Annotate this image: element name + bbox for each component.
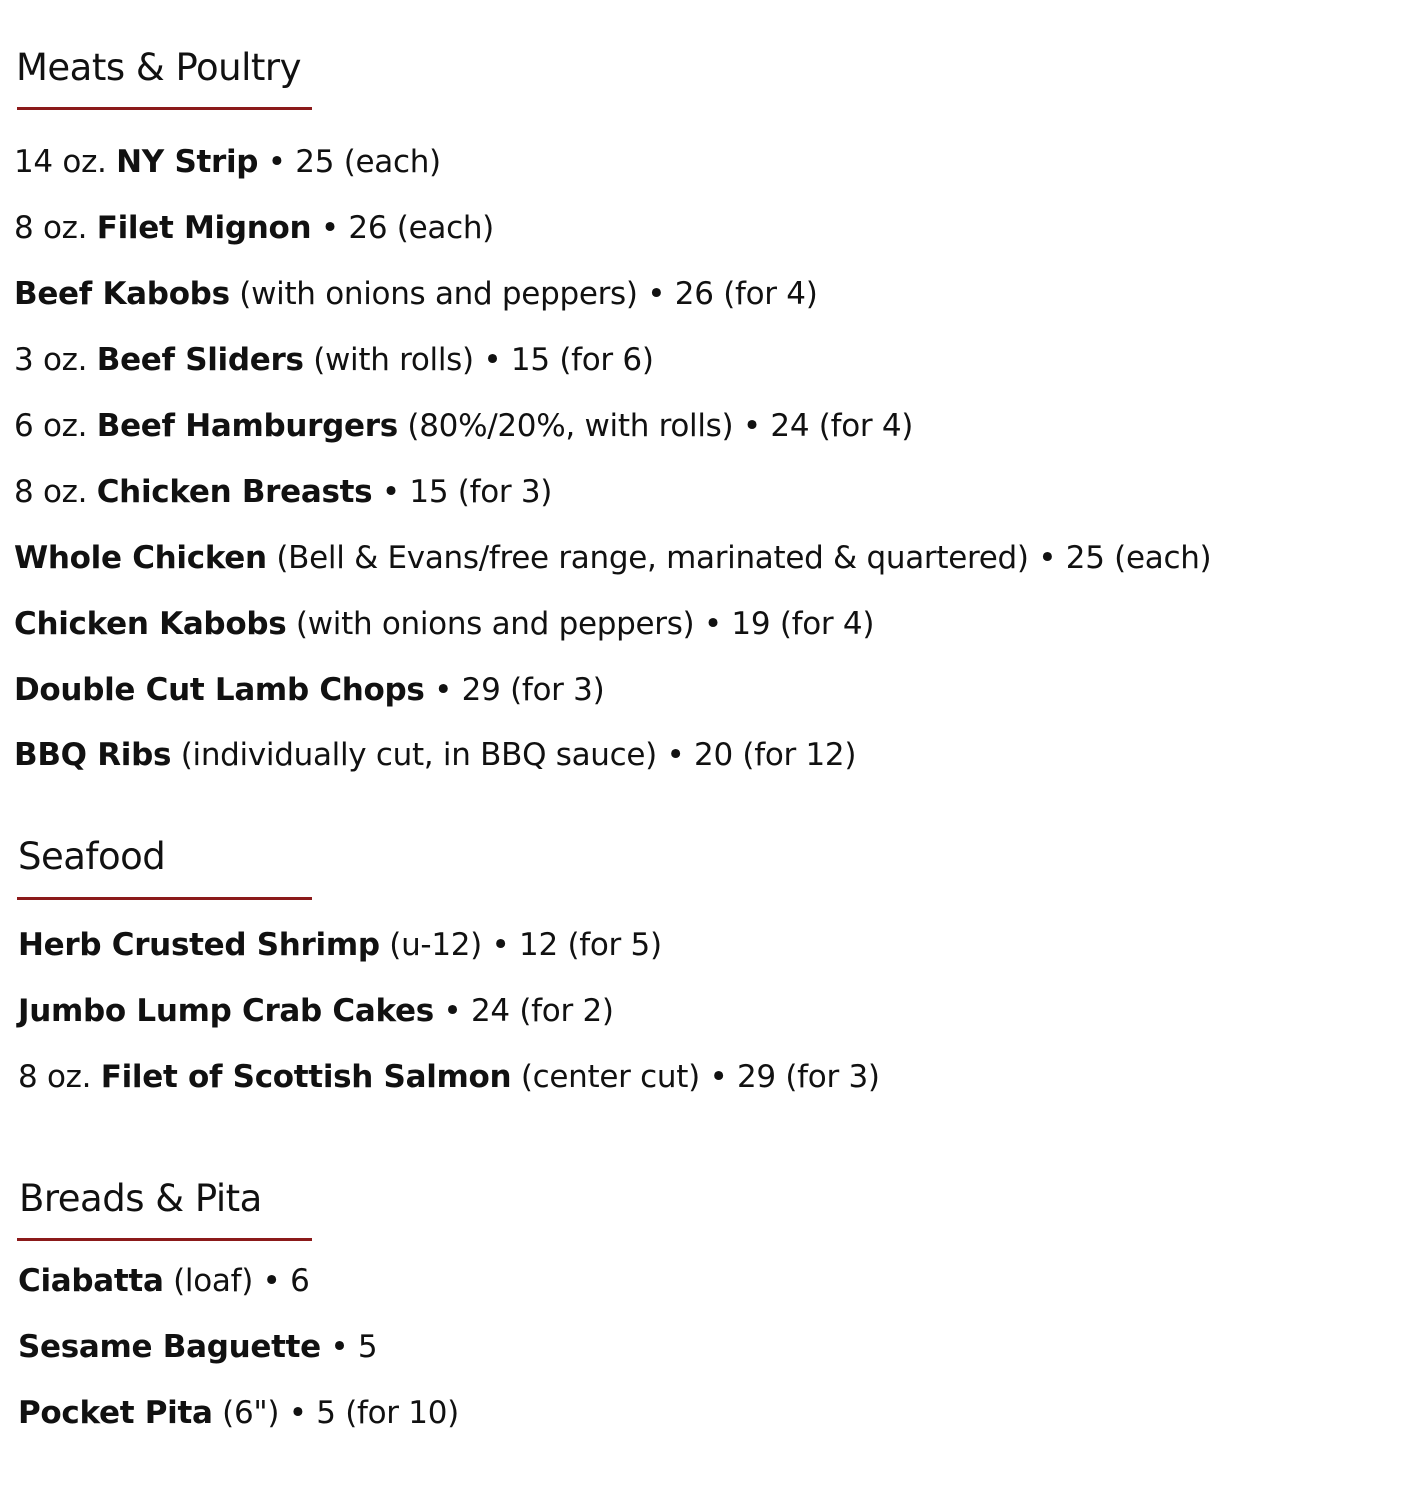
menu-item: Beef Kabobs (with onions and peppers) • 26 (for 4): [14, 276, 818, 312]
menu-item: Whole Chicken (Bell & Evans/free range, marinated & quartered) • 25 (each): [14, 540, 1212, 576]
menu-item: Herb Crusted Shrimp (u-12) • 12 (for 5): [18, 927, 662, 963]
menu-item: Sesame Baguette • 5: [18, 1329, 378, 1365]
menu-item: Double Cut Lamb Chops • 29 (for 3): [14, 672, 605, 708]
menu-item: 8 oz. Chicken Breasts • 15 (for 3): [14, 474, 553, 510]
menu-item: 8 oz. Filet of Scottish Salmon (center cut) • 29 (for 3): [18, 1059, 880, 1095]
menu-item: Pocket Pita (6") • 5 (for 10): [18, 1395, 459, 1431]
menu-item: Chicken Kabobs (with onions and peppers) • 19 (for 4): [14, 606, 875, 642]
section-divider: [17, 1238, 312, 1241]
menu-item: Jumbo Lump Crab Cakes • 24 (for 2): [18, 993, 614, 1029]
section-title-breads-pita: Breads & Pita: [19, 1177, 262, 1220]
section-divider: [17, 897, 312, 900]
section-title-seafood: Seafood: [18, 835, 166, 878]
section-divider: [17, 107, 312, 110]
menu-item: 3 oz. Beef Sliders (with rolls) • 15 (for 6): [14, 342, 654, 378]
menu-item: 6 oz. Beef Hamburgers (80%/20%, with rolls) • 24 (for 4): [14, 408, 914, 444]
menu-item: 14 oz. NY Strip • 25 (each): [14, 144, 441, 180]
menu-item: 8 oz. Filet Mignon • 26 (each): [14, 210, 494, 246]
menu-item: BBQ Ribs (individually cut, in BBQ sauce) • 20 (for 12): [14, 737, 857, 773]
section-title-meats-poultry: Meats & Poultry: [16, 46, 301, 89]
menu-item: Ciabatta (loaf) • 6: [18, 1263, 310, 1299]
